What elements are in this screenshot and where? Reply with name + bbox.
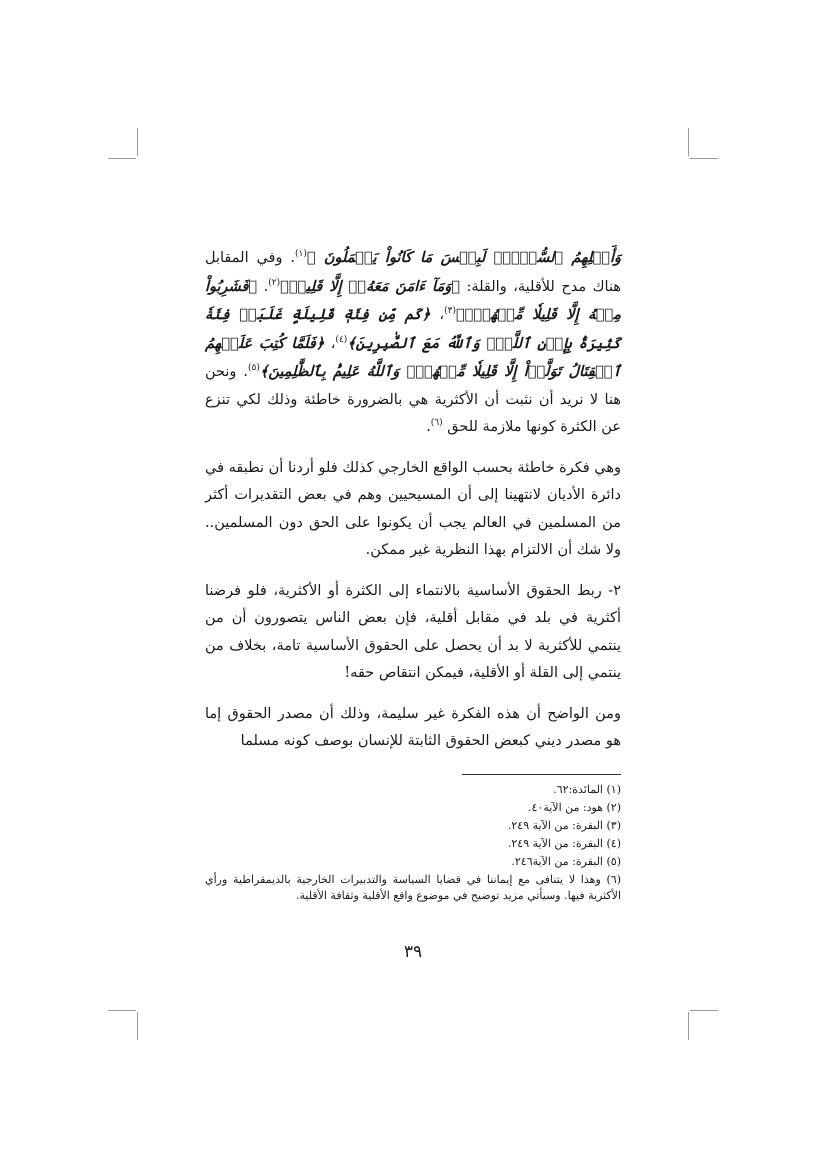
footnote-2: (٢) هود: من الآية٤٠. (528, 801, 621, 814)
footnote-reference: (٤) (335, 334, 348, 345)
footnote-separator (462, 774, 621, 775)
footnote-reference: (١) (294, 249, 307, 260)
quran-verse: ﴿وَمَآ ءَامَنَ مَعَهُۥٓ إِلَّا قَلِيلٞ﴾ (280, 277, 460, 295)
quran-verse: ﴿فَشَرِبُواْ مِنۡهُ إِلَّا قَلِيلٗا مِّنۡهُمۡۚ﴾ (205, 277, 621, 323)
body-text: . (426, 419, 431, 435)
body-text: ومن الواضح أن هذه الفكرة غير سليمة، وذلك أن مصدر الحقوق إما هو مصدر ديني كبعض الحقوق الثابتة للإنسان بوصف كونه مسلما (205, 705, 621, 749)
quran-verse: ﴿فَلَمَّا كُتِبَ عَلَيۡهِمُ ٱلۡقِتَالُ تَوَلَّوۡاْ إِلَّا قَلِيلٗا مِّنۡهُمۡۚ وَٱللَّهُ عَلِيمُۢ بِٱلظَّٰلِمِينَ﴾ (205, 334, 622, 380)
paragraph-2 (205, 455, 621, 565)
paragraph-1 (205, 244, 621, 442)
body-text: . (257, 278, 269, 295)
crop-mark (688, 128, 689, 156)
footnote-3: (٣) البقرة: من الآية ٢٤٩. (507, 819, 621, 832)
crop-mark (690, 158, 718, 159)
paragraph-3 (205, 578, 621, 688)
body-text: . وفي المقابل هناك مدح للأقلية، والقلة: (205, 250, 621, 295)
body-text: وهي فكرة خاطئة بحسب الواقع الخارجي كذلك فلو أردنا أن نطبقه في دائرة الأديان لانتهينا إلى أن المسيحيين وهم في بعض التقديرات أكثر من المسلمين في العالم يجب أن يكونوا على الحق دون المسلمين.. ولا شك أن الالتزام بهذا النظرية غير ممكن. (205, 459, 621, 558)
footnote-reference: (٣) (444, 306, 456, 317)
quran-verse: ﴿كَم مِّن فِئَةٖ قَلِيلَةٍ غَلَبَتۡ فِئَةٗ كَثِيرَةَۢ بِإِذۡنِ ٱللَّهِۗ وَٱللَّهُ مَعَ ٱلصَّٰبِرِينَ﴾ (205, 306, 621, 352)
footnote-reference: (٥) (247, 363, 260, 374)
footnotes (205, 782, 621, 906)
body-text: ، (324, 335, 336, 352)
quran-verse: وَأَكۡلِهِمُ ٱلسُّحۡتَۚ لَبِئۡسَ مَا كَانُواْ يَعۡمَلُونَ ﴾ (306, 249, 622, 266)
footnote-1: (١) المائدة:٦٢. (553, 783, 621, 796)
footnote-reference: (٦) (430, 418, 443, 429)
crop-mark (108, 1010, 136, 1011)
crop-mark (108, 158, 136, 159)
crop-mark (137, 1012, 138, 1040)
body-text: . ونحن هنا لا نريد أن نثبت أن الأكثرية هي بالضرورة خاطئة وذلك لكي تنزع عن الكثرة كونها ملازمة للحق (205, 364, 621, 435)
footnote-reference: (٢) (268, 277, 281, 288)
crop-mark (688, 1012, 689, 1040)
page-body (205, 244, 621, 769)
paragraph-4 (205, 701, 621, 756)
crop-mark (690, 1010, 718, 1011)
footnote-4: (٤) البقرة: من الآية ٢٤٩. (507, 837, 621, 850)
body-text: ٢- ربط الحقوق الأساسية بالانتماء إلى الكثرة أو الأكثرية، فلو فرضنا أكثرية في بلد في مقابل أقلية، فإن بعض الناس يتصورون أن من ينتمي للأكثرية لا بد أن يحصل على الحقوق الأساسية تامة، بخلاف من ينتمي إلى القلة أو الأقلية، فيمكن انتقاص حقه! (205, 582, 621, 681)
footnote-6: (٦) وهذا لا يتنافى مع إيماننا في قضايا السياسة والتدبيرات الخارجية بالديمقراطية ورأي الأكثرية فيها. وسيأتي مزيد توضيح في موضوع واقع الأقلية وثقافة الأقلية. (205, 873, 621, 902)
crop-mark (137, 128, 138, 156)
page-number: ٣٩ (403, 942, 423, 962)
footnote-5: (٥) البقرة: من الآية٢٤٦. (511, 855, 621, 868)
body-text: ، (430, 307, 445, 323)
